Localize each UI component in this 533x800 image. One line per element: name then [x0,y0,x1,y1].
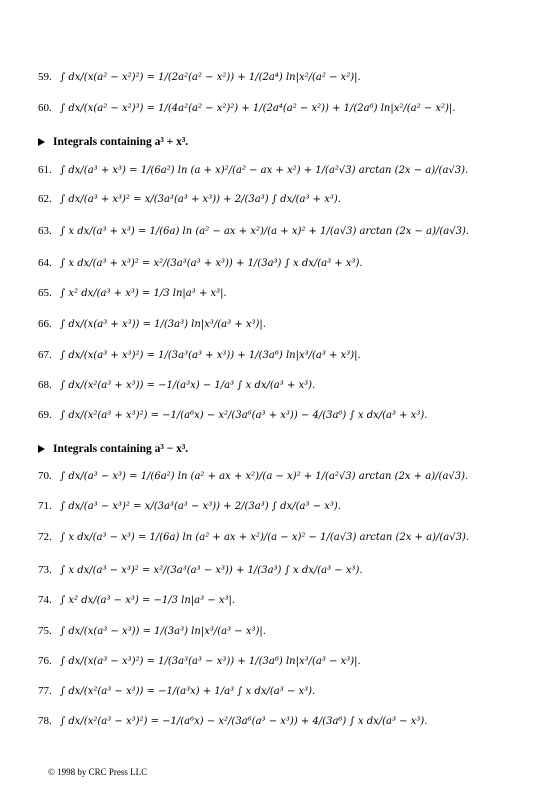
formula-74 [38,585,518,615]
formula-64 [38,248,518,278]
formula-number: 60. [38,102,52,114]
formula-expression: ∫ dx/(x(a² − x²)²) = 1/(2a²(a² − x²)) + 1/(2a⁴) ln|x²/(a² − x²)|. [60,71,361,83]
section-heading-sum-of-cubes [38,136,188,148]
formula-expression: ∫ dx/(x(a³ + x³)) = 1/(3a³) ln|x³/(a³ + x³)|. [60,318,266,330]
formula-expression: ∫ dx/(x²(a³ + x³)) = −1/(a³x) − 1/a³ ∫ x dx/(a³ + x³). [60,379,316,391]
formula-expression: ∫ dx/(a³ + x³) = 1/(6a²) ln (a + x)²/(a² − ax + x²) + 1/(a²√3) arctan (2x − a)/(a√3). [60,164,469,176]
formula-66 [38,309,518,339]
formula-number: 75. [38,625,52,637]
triangle-bullet-icon [38,138,45,146]
formula-expression: ∫ x dx/(a³ − x³) = 1/(6a) ln (a² + ax + x²)/(a − x)² − 1/(a√3) arctan (2x + a)/(a√3). [60,531,470,543]
formula-number: 70. [38,470,52,482]
formula-expression: ∫ dx/(a³ − x³) = 1/(6a²) ln (a² + ax + x²)/(a − x)² + 1/(a²√3) arctan (2x + a)/(a√3). [60,470,469,482]
formula-number: 76. [38,655,52,667]
copyright-footer: © 1998 by CRC Press LLC [48,767,148,777]
formula-expression: ∫ dx/(x²(a³ − x³)²) = −1/(a⁶x) − x²/(3a⁶(a³ − x³)) + 4/(3a⁶) ∫ x dx/(a³ − x³). [60,715,428,727]
formula-expression: ∫ x dx/(a³ − x³)² = x²/(3a³(a³ − x³)) + 1/(3a³) ∫ x dx/(a³ − x³). [60,564,363,576]
section-heading-text: Integrals containing a³ + x³. [53,136,189,148]
formula-number: 64. [38,257,52,269]
formula-number: 73. [38,564,52,576]
formula-62 [38,184,518,214]
section-heading-text: Integrals containing a³ − x³. [53,443,189,455]
formula-60 [38,93,518,123]
formula-76 [38,646,518,676]
formula-number: 65. [38,287,52,299]
formula-number: 71. [38,500,52,512]
formula-number: 63. [38,225,52,237]
formula-expression: ∫ dx/(a³ + x³)² = x/(3a³(a³ + x³)) + 2/(3a³) ∫ dx/(a³ + x³). [60,193,341,205]
formula-number: 59. [38,71,52,83]
formula-expression: ∫ x dx/(a³ + x³) = 1/(6a) ln (a² − ax + x²)/(a + x)² + 1/(a√3) arctan (2x − a)/(a√3). [60,225,470,237]
formula-expression: ∫ dx/(x(a³ − x³)²) = 1/(3a³(a³ − x³)) + 1/(3a⁶) ln|x³/(a³ − x³)|. [60,655,361,667]
formula-number: 74. [38,594,52,606]
formula-number: 68. [38,379,52,391]
formula-number: 69. [38,409,52,421]
section-heading-difference-of-cubes [38,443,188,455]
formula-69 [38,400,518,430]
formula-72 [38,522,518,552]
formula-59 [38,62,518,92]
formula-73 [38,555,518,585]
formula-number: 66. [38,318,52,330]
formula-number: 61. [38,164,52,176]
formula-68 [38,370,518,400]
formula-number: 77. [38,685,52,697]
formula-75 [38,616,518,646]
formula-number: 72. [38,531,52,543]
formula-67 [38,340,518,370]
formula-77 [38,676,518,706]
formula-78 [38,706,518,736]
formula-61 [38,155,518,185]
formula-number: 67. [38,349,52,361]
formula-expression: ∫ dx/(x(a³ − x³)) = 1/(3a³) ln|x³/(a³ − x³)|. [60,625,266,637]
formula-expression: ∫ dx/(x(a² − x²)³) = 1/(4a²(a² − x²)²) + 1/(2a⁴(a² − x²)) + 1/(2a⁶) ln|x²/(a² − x²)|. [60,102,456,114]
formula-71 [38,491,518,521]
formula-65 [38,278,518,308]
formula-expression: ∫ dx/(x²(a³ − x³)) = −1/(a³x) + 1/a³ ∫ x dx/(a³ − x³). [60,685,316,697]
formula-number: 62. [38,193,52,205]
formula-expression: ∫ dx/(x(a³ + x³)²) = 1/(3a³(a³ + x³)) + 1/(3a⁶) ln|x³/(a³ + x³)|. [60,349,361,361]
formula-expression: ∫ x² dx/(a³ + x³) = 1/3 ln|a³ + x³|. [60,287,227,299]
formula-expression: ∫ x dx/(a³ + x³)² = x²/(3a³(a³ + x³)) + 1/(3a³) ∫ x dx/(a³ + x³). [60,257,363,269]
formula-63 [38,216,518,246]
formula-70 [38,461,518,491]
formula-expression: ∫ dx/(a³ − x³)² = x/(3a³(a³ − x³)) + 2/(3a³) ∫ dx/(a³ − x³). [60,500,341,512]
triangle-bullet-icon [38,445,45,453]
formula-number: 78. [38,715,52,727]
formula-expression: ∫ dx/(x²(a³ + x³)²) = −1/(a⁶x) − x²/(3a⁶(a³ + x³)) − 4/(3a⁶) ∫ x dx/(a³ + x³). [60,409,428,421]
formula-expression: ∫ x² dx/(a³ − x³) = −1/3 ln|a³ − x³|. [60,594,236,606]
